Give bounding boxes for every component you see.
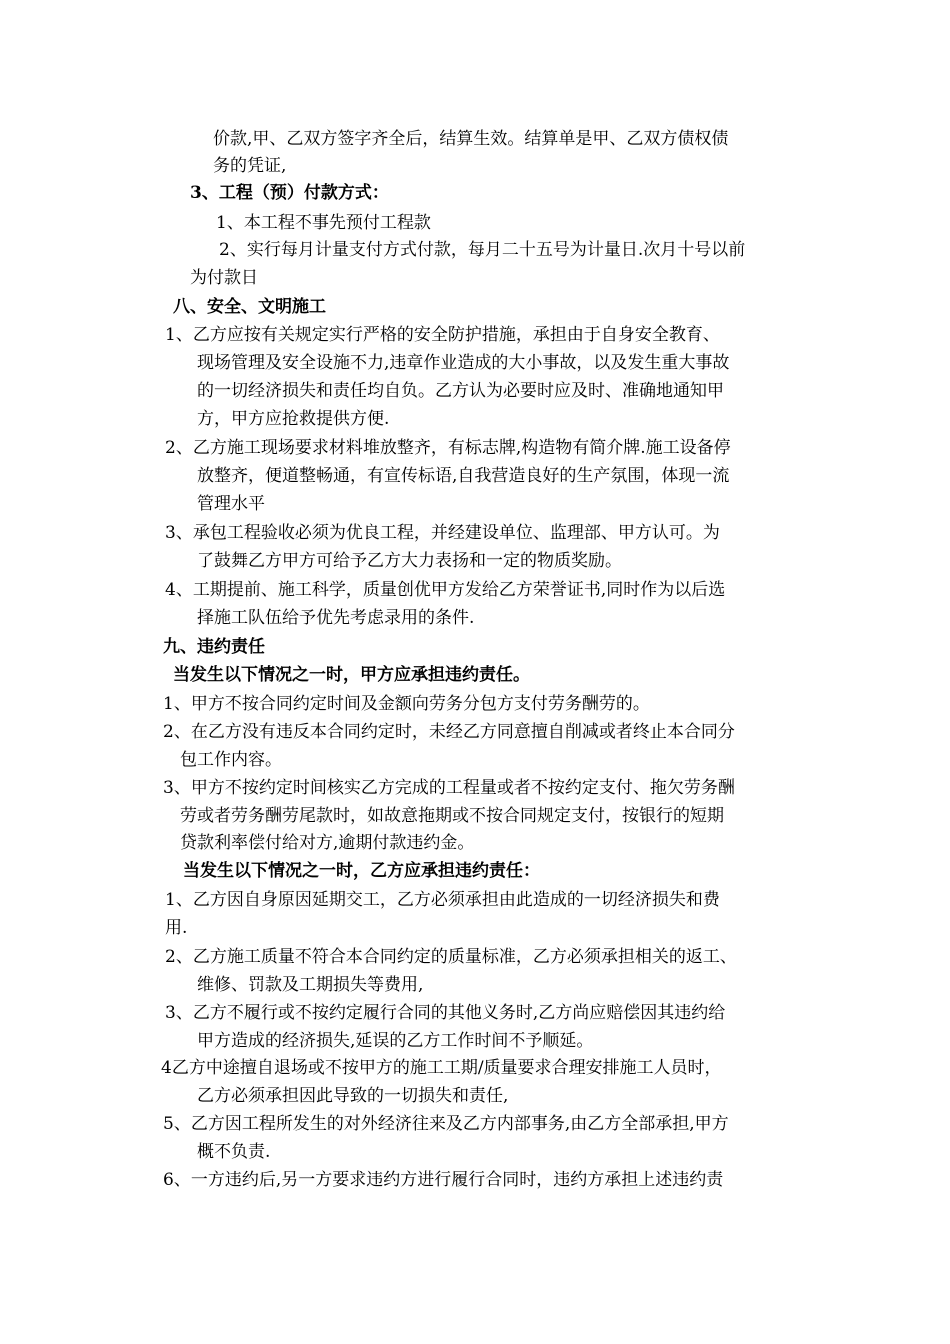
text-line: 价款,甲、乙双方签字齐全后，结算生效。结算单是甲、乙双方债权债 [213, 129, 729, 149]
subsection-heading: 当发生以下情况之一时，乙方应承担违约责任： [183, 861, 540, 881]
text-line: 2、实行每月计量支付方式付款，每月二十五号为计量日.次月十号以前 [219, 240, 746, 260]
text-line: 包工作内容。 [180, 750, 282, 770]
text-line: 为付款日 [190, 268, 258, 288]
text-line: 3、乙方不履行或不按约定履行合同的其他义务时,乙方尚应赔偿因其违约给 [165, 1003, 726, 1023]
text-line: 2、在乙方没有违反本合同约定时，未经乙方同意擅自削减或者终止本合同分 [163, 722, 735, 742]
text-line: 乙方必须承担因此导致的一切损失和责任, [197, 1086, 509, 1106]
text-line: 择施工队伍给予优先考虑录用的条件. [197, 608, 475, 628]
text-line: 方，甲方应抢救提供方便. [197, 409, 390, 429]
text-line: 维修、罚款及工期损失等费用, [197, 975, 424, 995]
text-line: 了鼓舞乙方甲方可给予乙方大力表扬和一定的物质奖励。 [197, 551, 622, 571]
text-line: 现场管理及安全设施不力,违章作业造成的大小事故，以及发生重大事故 [197, 353, 730, 373]
text-line: 1、本工程不事先预付工程款 [216, 213, 431, 233]
section-heading: 八、安全、文明施工 [173, 297, 326, 317]
text-line: 2、乙方施工质量不符合本合同约定的质量标准，乙方必须承担相关的返工、 [165, 947, 737, 967]
text-line: 6、一方违约后,另一方要求违约方进行履行合同时，违约方承担上述违约责 [163, 1170, 724, 1190]
text-line: 贷款利率偿付给对方,逾期付款违约金。 [180, 833, 475, 853]
text-line: 劳或者劳务酬劳尾款时，如故意拖期或不按合同规定支付，按银行的短期 [180, 806, 724, 826]
text-line: 用. [165, 918, 188, 938]
text-line: 的一切经济损失和责任均自负。乙方认为必要时应及时、准确地通知甲 [197, 381, 724, 401]
text-line: 1、乙方因自身原因延期交工，乙方必须承担由此造成的一切经济损失和费 [165, 890, 720, 910]
text-line: 4、工期提前、施工科学，质量创优甲方发给乙方荣誉证书,同时作为以后选 [165, 580, 726, 600]
text-line: 2、乙方施工现场要求材料堆放整齐，有标志牌,构造物有简介牌.施工设备停 [165, 438, 731, 458]
subsection-heading: 3、工程（预）付款方式： [190, 183, 389, 203]
text-line: 概不负责. [197, 1142, 271, 1162]
text-line: 务的凭证, [213, 156, 287, 176]
subsection-heading: 当发生以下情况之一时，甲方应承担违约责任。 [173, 665, 530, 685]
text-line: 3、甲方不按约定时间核实乙方完成的工程量或者不按约定支付、拖欠劳务酬 [163, 778, 735, 798]
section-heading: 九、违约责任 [163, 637, 265, 657]
text-line: 1、甲方不按合同约定时间及金额向劳务分包方支付劳务酬劳的。 [163, 694, 650, 714]
text-line: 管理水平 [197, 494, 265, 514]
text-line: 放整齐，便道整畅通，有宣传标语,自我营造良好的生产氛围，体现一流 [197, 466, 730, 486]
text-line: 5、乙方因工程所发生的对外经济往来及乙方内部事务,由乙方全部承担,甲方 [163, 1114, 729, 1134]
text-line: 3、承包工程验收必须为优良工程，并经建设单位、监理部、甲方认可。为 [165, 523, 720, 543]
text-line: 4乙方中途擅自退场或不按甲方的施工工期/质量要求合理安排施工人员时， [161, 1058, 722, 1078]
text-line: 1、乙方应按有关规定实行严格的安全防护措施，承担由于自身安全教育、 [165, 325, 720, 345]
text-line: 甲方造成的经济损失,延误的乙方工作时间不予顺延。 [197, 1031, 594, 1051]
